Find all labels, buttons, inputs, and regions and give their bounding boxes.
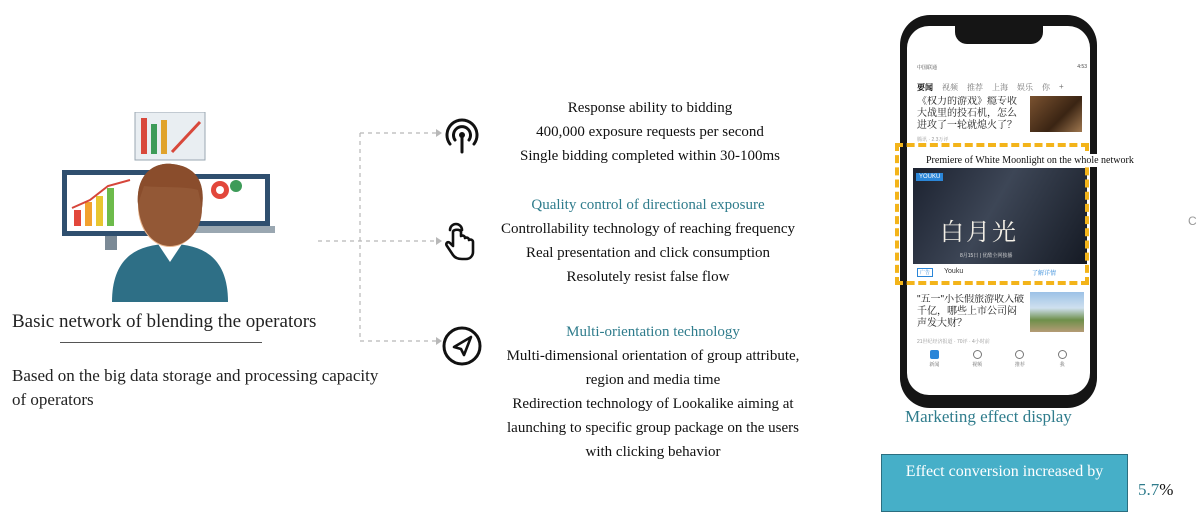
feature-line: Real presentation and click consumption — [525, 245, 771, 261]
left-title: Basic network of blending the operators — [12, 311, 317, 332]
tab-item[interactable]: 上海 — [992, 83, 1008, 92]
nav-label: 新闻 — [929, 362, 940, 368]
tab-item[interactable]: 推荐 — [967, 83, 983, 92]
feature-bidding-text — [470, 96, 830, 168]
ad-banner-date: 8月15日 | 优酷全网独播 — [960, 253, 1013, 259]
news-icon — [930, 350, 939, 359]
news-item-2-meta: 21世纪经济报道 · 70评 · 4小时前 — [917, 339, 990, 345]
tab-item[interactable]: 视频 — [942, 83, 958, 92]
operator-analyst-illustration — [60, 112, 275, 302]
tab-item[interactable]: 要闻 — [917, 83, 933, 92]
news-item-2-title[interactable]: "五一"小长假旅游收入破千亿，哪些上市公司闷声发大财？ — [917, 294, 1025, 329]
feature-line: 400,000 exposure requests per second — [536, 124, 764, 140]
profile-icon — [1058, 350, 1067, 359]
left-description: Based on the big data storage and processing capacity of operators — [12, 366, 379, 409]
feature-line: Controllability technology of reaching frequency — [500, 221, 796, 237]
marketing-caption: Marketing effect display — [905, 407, 1072, 426]
feature-quality-text — [468, 193, 828, 289]
feature-line: Redirection technology of Lookalike aiming at — [512, 396, 794, 412]
nav-me[interactable] — [1058, 350, 1067, 368]
dashed-connectors — [318, 125, 443, 350]
left-divider — [60, 342, 262, 343]
feature-line: Single bidding completed within 30-100ms — [520, 148, 780, 164]
effect-conversion-box: Effect conversion increased by — [881, 454, 1128, 512]
effect-unit: % — [1159, 480, 1174, 499]
tab-item[interactable]: 你 — [1042, 83, 1050, 92]
tab-add[interactable]: + — [1059, 82, 1064, 91]
feature-line: Multi-dimensional orientation of group attribute, — [506, 348, 800, 364]
feature-heading: Quality control of directional exposure — [531, 197, 765, 213]
feature-heading: Multi-orientation technology — [566, 324, 740, 340]
feature-line: region and media time — [585, 372, 721, 388]
nav-video[interactable] — [972, 350, 982, 368]
nav-label: 视频 — [972, 362, 983, 368]
ad-advertiser: Youku — [944, 268, 964, 275]
feature-line: Resolutely resist false flow — [566, 269, 730, 285]
premiere-caption: Premiere of White Moonlight on the whole network — [926, 155, 1134, 166]
status-carrier: 中国联通 — [917, 65, 938, 71]
news-app-tabs — [917, 82, 1087, 93]
feature-line: launching to specific group package on the users — [507, 420, 799, 436]
phone-notch — [955, 26, 1043, 44]
news-item-2-thumbnail — [1030, 292, 1084, 332]
ad-banner-title: 白月光 — [940, 218, 1018, 246]
tab-item[interactable]: 娱乐 — [1017, 83, 1033, 92]
edge-fragment: C — [1188, 214, 1197, 228]
play-icon — [973, 350, 982, 359]
recommend-icon — [1015, 350, 1024, 359]
status-time: 4:53 — [1077, 64, 1087, 70]
phone-status-bar — [917, 64, 1087, 71]
feature-orientation-text — [468, 320, 838, 464]
news-item-1-title[interactable]: 《权力的游戏》瘾专收大战里的投石机，怎么进攻了一轮就熄火了？ — [917, 96, 1017, 131]
feature-line: with clicking behavior — [585, 444, 721, 460]
app-bottom-nav — [913, 350, 1083, 368]
effect-conversion-value — [1138, 480, 1173, 500]
nav-label: 推荐 — [1014, 362, 1025, 368]
nav-recommend[interactable] — [1015, 350, 1025, 368]
ad-brand-logo: YOUKU — [916, 173, 943, 181]
ad-label-badge: 广告 — [917, 268, 933, 277]
effect-number: 5.7 — [1138, 480, 1160, 499]
ad-learn-more-link[interactable]: 了解详情 — [1032, 271, 1057, 277]
feature-line: Response ability to bidding — [567, 100, 733, 116]
news-item-1-thumbnail — [1030, 96, 1082, 132]
nav-label: 我 — [1059, 362, 1065, 368]
news-item-1-meta: 腾讯 · 2.3万评 — [917, 137, 949, 143]
nav-news[interactable] — [929, 350, 939, 368]
